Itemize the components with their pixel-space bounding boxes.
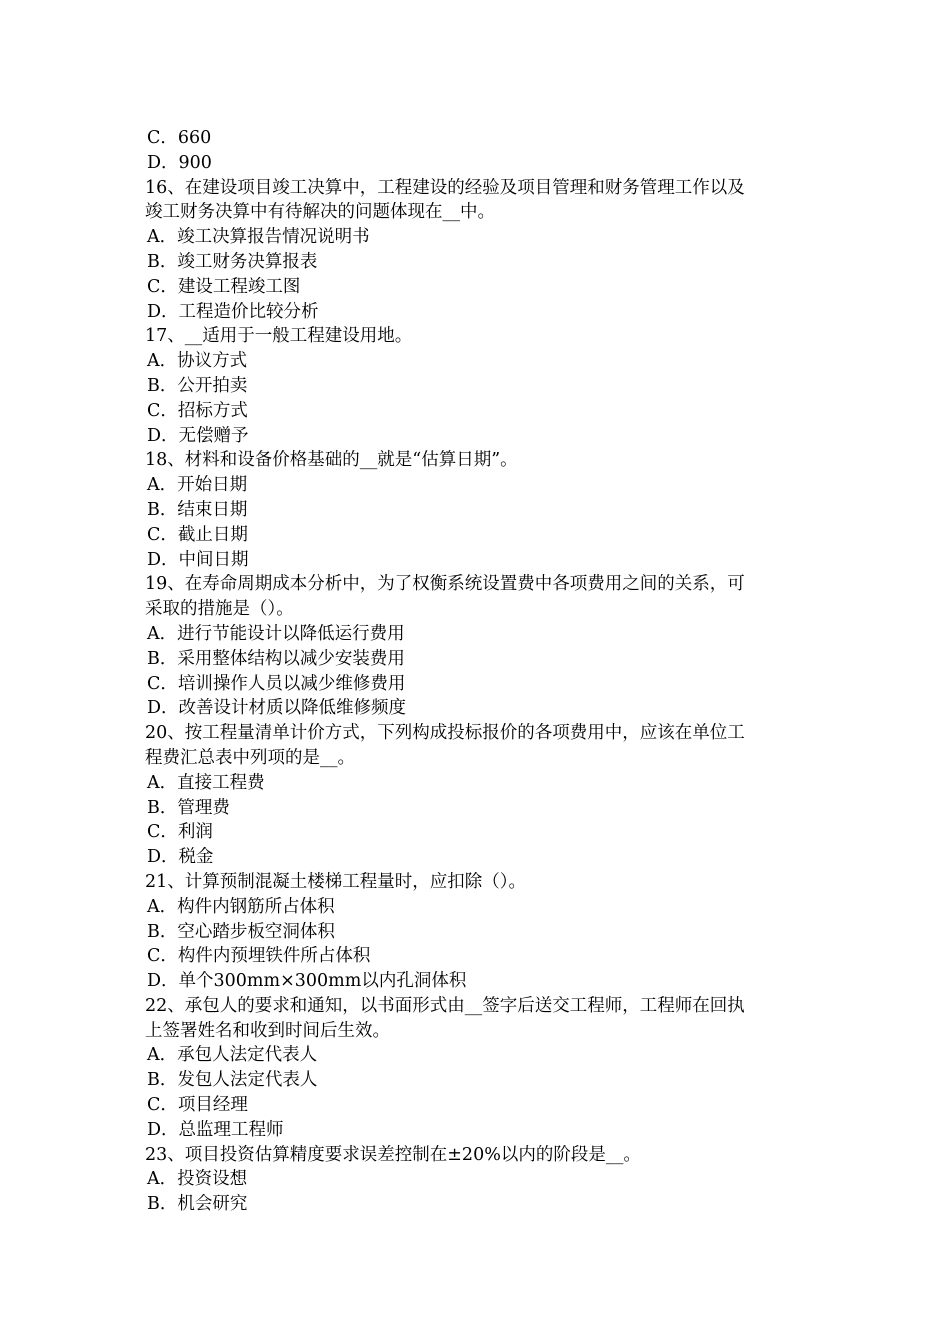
- option-line: B．公开拍卖: [147, 375, 248, 396]
- option-line: B．机会研究: [147, 1194, 248, 1215]
- option-line: D．单个300mm×300mm以内孔洞体积: [147, 971, 467, 992]
- option-line: C．利润: [147, 822, 213, 843]
- option-line: D．无偿赠予: [147, 425, 249, 446]
- question-16-text-cont: 竣工财务决算中有待解决的问题体现在__中。: [145, 202, 495, 223]
- option-line: C．招标方式: [147, 400, 248, 421]
- option-line: C．构件内预埋铁件所占体积: [147, 946, 371, 967]
- question-19-text: 19、在寿命周期成本分析中，为了权衡系统设置费中各项费用之间的关系，可: [145, 574, 745, 595]
- option-line: A．开始日期: [147, 475, 248, 496]
- option-line: C．截止日期: [147, 524, 248, 545]
- option-line: B．管理费: [147, 797, 230, 818]
- option-line: D．900: [147, 152, 212, 173]
- option-line: A．竣工决算报告情况说明书: [147, 227, 370, 248]
- option-line: A．协议方式: [147, 351, 248, 372]
- question-16-text: 16、在建设项目竣工决算中，工程建设的经验及项目管理和财务管理工作以及: [145, 177, 745, 198]
- option-line: B．发包人法定代表人: [147, 1070, 318, 1091]
- question-21-text: 21、计算预制混凝土楼梯工程量时，应扣除（）。: [145, 871, 527, 892]
- option-line: B．采用整体结构以减少安装费用: [147, 648, 405, 669]
- option-line: A．承包人法定代表人: [147, 1045, 318, 1066]
- option-line: B．竣工财务决算报表: [147, 251, 318, 272]
- question-23-text: 23、项目投资估算精度要求误差控制在±20%以内的阶段是__。: [145, 1144, 641, 1165]
- option-line: C．660: [147, 128, 212, 148]
- option-line: D．中间日期: [147, 549, 249, 570]
- question-17-text: 17、__适用于一般工程建设用地。: [145, 326, 413, 347]
- question-18-text: 18、材料和设备价格基础的__就是“估算日期”。: [145, 450, 518, 471]
- option-line: A．进行节能设计以降低运行费用: [147, 623, 405, 644]
- option-line: C．培训操作人员以减少维修费用: [147, 673, 406, 694]
- question-20-text-cont: 程费汇总表中列项的是__。: [145, 747, 355, 768]
- option-line: B．空心踏步板空洞体积: [147, 921, 335, 942]
- question-22-text: 22、承包人的要求和通知，以书面形式由__签字后送交工程师，工程师在回执: [145, 995, 745, 1016]
- option-line: A．投资设想: [147, 1169, 248, 1190]
- option-line: C．建设工程竣工图: [147, 276, 301, 297]
- question-22-text-cont: 上签署姓名和收到时间后生效。: [145, 1020, 390, 1041]
- question-20-text: 20、按工程量清单计价方式，下列构成投标报价的各项费用中，应该在单位工: [145, 723, 745, 744]
- option-line: A．直接工程费: [147, 772, 265, 793]
- option-line: B．结束日期: [147, 499, 248, 520]
- option-line: D．税金: [147, 847, 214, 868]
- option-line: D．工程造价比较分析: [147, 301, 319, 322]
- option-line: C．项目经理: [147, 1095, 248, 1116]
- option-line: A．构件内钢筋所占体积: [147, 896, 335, 917]
- option-line: D．总监理工程师: [147, 1119, 284, 1140]
- document-page: [145, 126, 815, 1217]
- option-line: D．改善设计材质以降低维修频度: [147, 698, 407, 719]
- question-19-text-cont: 采取的措施是（）。: [145, 599, 294, 620]
